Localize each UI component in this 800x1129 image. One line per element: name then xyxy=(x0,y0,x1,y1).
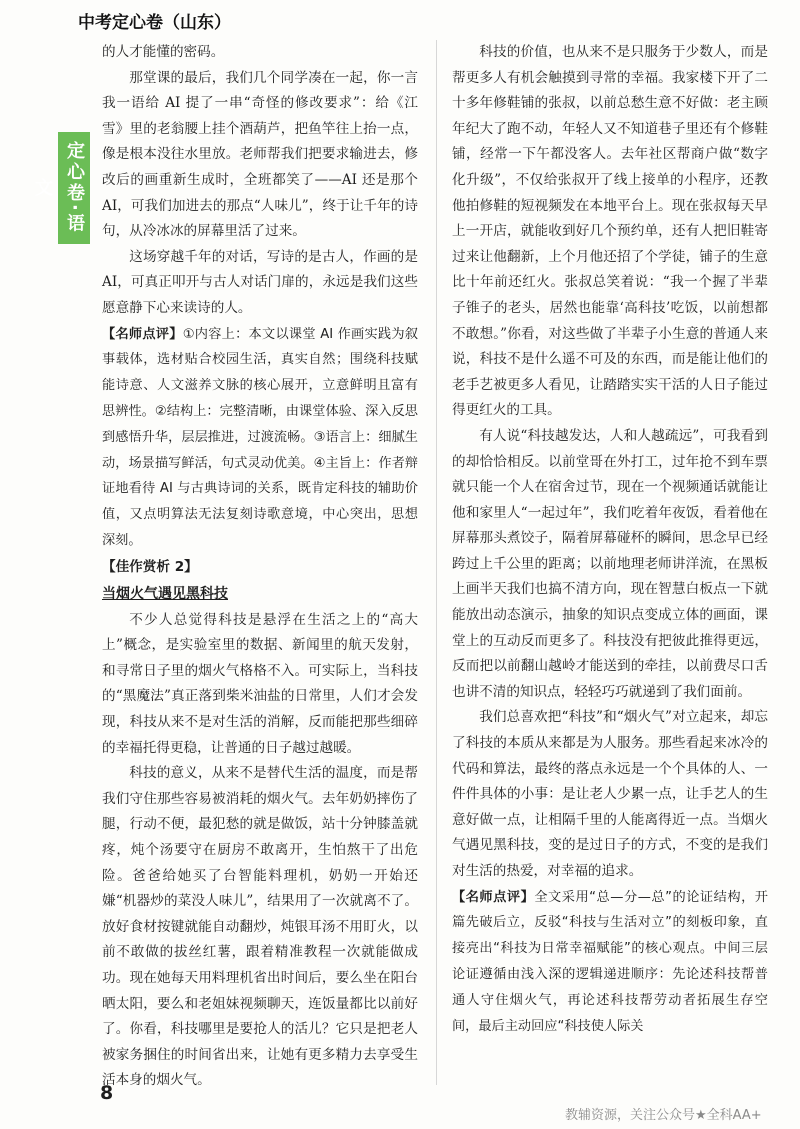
paragraph: 我们总喜欢把“科技”和“烟火气”对立起来，却忘了科技的本质从来都是为人服务。那些看起来冰冷的代码和算法，最终的落点永远是一个个具体的人、一件件具体的小事：是让老人少累一点，让手艺人的生意好做一点，让相隔千里的人能离得近一点。当烟火气遇见黑科技，变的是过日子的方式，不变的是我们对生活的热爱，对幸福的追求。 xyxy=(452,709,768,879)
comment-text: 全文采用“总—分—总”的论证结构，开篇先破后立，反驳“科技与生活对立”的刻板印象，直接亮出“科技为日常幸福赋能”的核心观点。中间三层论证遵循由浅入深的逻辑递进顺序：先论述科技帮普通人守住烟火气，再论述科技帮劳动者拓展生存空间，最后主动回应“科技使人际关 xyxy=(452,889,768,1034)
teacher-comment xyxy=(452,885,768,1040)
paragraph: 这场穿越千年的对话，写诗的是古人，作画的是 AI，可真正叩开与古人对话门扉的，永远是我们这些愿意静下心来读诗的人。 xyxy=(102,248,418,316)
comment-tag: 【名师点评】 xyxy=(102,326,183,342)
right-column xyxy=(452,40,768,1039)
comment-text: ①内容上：本文以课堂 AI 作画实践为叙事载体，选材贴合校园生活，真实自然；围绕科技赋能诗意、人文滋养文脉的核心展开，立意鲜明且富有思辨性。②结构上：完整清晰，由课堂体验、深入反思到感悟升华，层层推进，过渡流畅。③语言上：细腻生动，场景描写鲜活，句式灵动优美。④主旨上：作者辩证地看待 AI 与古典诗词的关系，既肯定科技的辅助价值，又点明算法无法复刻诗歌意境，中心突出，思想深刻。 xyxy=(102,326,419,548)
comment-tag: 【名师点评】 xyxy=(452,889,535,905)
column-divider xyxy=(436,40,437,1085)
side-tab-label: 定心卷·语文 xyxy=(58,132,90,244)
header-title: 中考定心卷（山东） xyxy=(78,13,231,33)
paragraph: 有人说“科技越发达，人和人越疏远”，可我看到的却恰恰相反。以前堂哥在外打工，过年抢不到车票就只能一个人在宿舍过节，现在一个视频通话就能让他和家里人“一起过年”，我们吃着年夜饭，看着他在屏幕那头煮饺子，隔着屏幕碰杯的瞬间，思念早已经跨过上千公里的距离；以前地理老师讲洋流，在黑板上画半天我们也搞不清方向，现在智慧白板点一下就能放出动态演示，抽象的知识点变成立体的画面，课堂上的互动反而更多了。科技没有把彼此推得更远，反而把以前翻山越岭才能送到的牵挂，以前费尽口舌也讲不清的知识点，轻轻巧巧就递到了我们面前。 xyxy=(452,427,768,700)
paragraph: 科技的价值，也从来不是只服务于少数人，而是帮更多人有机会触摸到寻常的幸福。我家楼下开了二十多年修鞋铺的张叔，以前总愁生意不好做：老主顾年纪大了跑不动，年轻人又不知道巷子里还有个修鞋铺，经常一下午都没客人。去年社区帮商户做“数字化升级”，不仅给张叔开了线上接单的小程序，还教他拍修鞋的短视频发在本地平台上。现在张叔每天早上一开店，就能收到好几个预约单，还有人把旧鞋寄过来让他翻新，上个月他还招了个学徒，铺子的生意比十年前还红火。张叔总笑着说：“我一个握了半辈子锥子的老头，居然也能靠‘高科技’吃饭，以前想都不敢想。”你看，对这些做了半辈子小生意的普通人来说，科技不是什么遥不可及的东西，而是能让他们的老手艺被更多人看见，让踏踏实实干活的人日子能过得更红火的工具。 xyxy=(452,44,768,419)
essay-title: 当烟火气遇见黑科技 xyxy=(102,585,228,602)
section-label: 【佳作赏析 2】 xyxy=(102,558,198,575)
paragraph: 的人才能懂的密码。 xyxy=(102,44,225,60)
teacher-comment xyxy=(102,322,418,554)
paragraph: 不少人总觉得科技是悬浮在生活之上的“高大上”概念，是实验室里的数据、新闻里的航天发射，和寻常日子里的烟火气格格不入。可实际上，当科技的“黑魔法”真正落到柴米油盐的日常里，人们才会发现，科技从来不是对生活的消解，反而能把那些细碎的幸福托得更稳，让普通的日子越过越暖。 xyxy=(102,611,418,756)
page-number: 8 xyxy=(100,1082,114,1104)
paragraph: 科技的意义，从来不是替代生活的温度，而是帮我们守住那些容易被消耗的烟火气。去年奶奶摔伤了腿，行动不便，最犯愁的就是做饭，站十分钟膝盖就疼，炖个汤要守在厨房不敢离开，生怕熬干了出危险。爸爸给她买了台智能料理机，奶奶一开始还嫌“机器炒的菜没人味儿”，结果用了一次就离不了。放好食材按键就能自动翻炒，炖银耳汤不用盯火，以前不敢做的拔丝红薯，跟着精准教程一次就能做成功。现在她每天用料理机省出时间后，要么坐在阳台晒太阳，要么和老姐妹视频聊天，连饭量都比以前好了。你看，科技哪里是要抢人的活儿？它只是把老人被家务捆住的时间省出来，让她有更多精力去享受生活本身的烟火气。 xyxy=(102,765,418,1089)
paragraph: 那堂课的最后，我们几个同学凑在一起，你一言我一语给 AI 提了一串“奇怪的修改要求”：给《江雪》里的老翁腰上挂个酒葫芦，把鱼竿往上抬一点，像是根本没往水里放。老师帮我们把要求输进去，修改后的画重新生成时，全班都笑了——AI 还是那个 AI，可我们加进去的那点“人味儿”，终于让千年的诗句，从冷冰冰的屏幕里活了过来。 xyxy=(102,69,418,240)
left-column xyxy=(102,40,418,1094)
watermark: 教辅资源，关注公众号★全科AA+ xyxy=(565,1108,762,1123)
